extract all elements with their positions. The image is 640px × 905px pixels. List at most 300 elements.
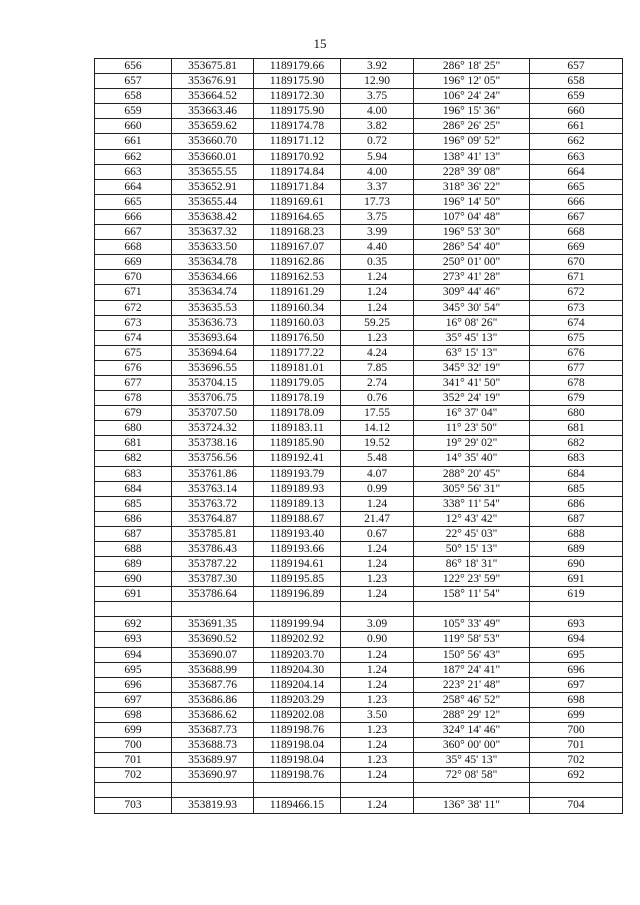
- point-number-cell: 666: [95, 209, 172, 224]
- point-number-cell: 680: [95, 421, 172, 436]
- point-number-cell: 703: [95, 798, 172, 813]
- point-number-cell: 669: [95, 255, 172, 270]
- next-point-cell: 661: [530, 119, 623, 134]
- x-coordinate-cell: 353786.43: [172, 542, 254, 557]
- direction-angle-cell: 16° 37' 04": [414, 406, 530, 421]
- direction-angle-cell: 196° 53' 30": [414, 225, 530, 240]
- x-coordinate-cell: 353763.72: [172, 496, 254, 511]
- x-coordinate-cell: 353664.52: [172, 89, 254, 104]
- next-point-cell: 664: [530, 164, 623, 179]
- table-row: [95, 723, 623, 738]
- table-row: [95, 511, 623, 526]
- table-row: [95, 89, 623, 104]
- distance-cell: 1.23: [341, 572, 414, 587]
- x-coordinate-cell: 353635.53: [172, 300, 254, 315]
- table-row: [95, 557, 623, 572]
- x-coordinate-cell: 353659.62: [172, 119, 254, 134]
- distance-cell: 1.23: [341, 753, 414, 768]
- distance-cell: 1.24: [341, 677, 414, 692]
- next-point-cell: 670: [530, 255, 623, 270]
- direction-angle-cell: 288° 20' 45": [414, 466, 530, 481]
- distance-cell: [341, 783, 414, 798]
- distance-cell: 4.24: [341, 345, 414, 360]
- table-row: [95, 421, 623, 436]
- x-coordinate-cell: 353675.81: [172, 59, 254, 74]
- distance-cell: 1.23: [341, 692, 414, 707]
- point-number-cell: 691: [95, 587, 172, 602]
- next-point-cell: 678: [530, 375, 623, 390]
- direction-angle-cell: 50° 15' 13": [414, 542, 530, 557]
- distance-cell: 5.94: [341, 149, 414, 164]
- y-coordinate-cell: 1189198.76: [254, 723, 341, 738]
- x-coordinate-cell: 353694.64: [172, 345, 254, 360]
- distance-cell: 7.85: [341, 360, 414, 375]
- table-row: [95, 647, 623, 662]
- x-coordinate-cell: 353786.64: [172, 587, 254, 602]
- y-coordinate-cell: 1189181.01: [254, 360, 341, 375]
- next-point-cell: 702: [530, 753, 623, 768]
- direction-angle-cell: 14° 35' 40": [414, 451, 530, 466]
- point-number-cell: 676: [95, 360, 172, 375]
- direction-angle-cell: 35° 45' 13": [414, 753, 530, 768]
- distance-cell: 1.24: [341, 768, 414, 783]
- y-coordinate-cell: 1189196.89: [254, 587, 341, 602]
- direction-angle-cell: 352° 24' 19": [414, 391, 530, 406]
- x-coordinate-cell: 353688.73: [172, 738, 254, 753]
- direction-angle-cell: 345° 30' 54": [414, 300, 530, 315]
- x-coordinate-cell: 353787.30: [172, 572, 254, 587]
- direction-angle-cell: 122° 23' 59": [414, 572, 530, 587]
- next-point-cell: 673: [530, 300, 623, 315]
- direction-angle-cell: 286° 54' 40": [414, 240, 530, 255]
- distance-cell: 3.82: [341, 119, 414, 134]
- next-point-cell: 692: [530, 768, 623, 783]
- y-coordinate-cell: 1189194.61: [254, 557, 341, 572]
- point-number-cell: 668: [95, 240, 172, 255]
- direction-angle-cell: 72° 08' 58": [414, 768, 530, 783]
- table-row: [95, 481, 623, 496]
- direction-angle-cell: 286° 26' 25": [414, 119, 530, 134]
- y-coordinate-cell: 1189198.76: [254, 768, 341, 783]
- point-number-cell: 671: [95, 285, 172, 300]
- direction-angle-cell: 63° 15' 13": [414, 345, 530, 360]
- distance-cell: 0.99: [341, 481, 414, 496]
- point-number-cell: 663: [95, 164, 172, 179]
- distance-cell: 1.24: [341, 285, 414, 300]
- table-row: [95, 677, 623, 692]
- y-coordinate-cell: 1189160.03: [254, 315, 341, 330]
- distance-cell: 0.67: [341, 526, 414, 541]
- next-point-cell: 687: [530, 511, 623, 526]
- next-point-cell: 684: [530, 466, 623, 481]
- x-coordinate-cell: 353686.62: [172, 707, 254, 722]
- point-number-cell: 656: [95, 59, 172, 74]
- y-coordinate-cell: 1189198.04: [254, 738, 341, 753]
- y-coordinate-cell: 1189185.90: [254, 436, 341, 451]
- table-row: [95, 330, 623, 345]
- point-number-cell: 701: [95, 753, 172, 768]
- x-coordinate-cell: 353724.32: [172, 421, 254, 436]
- point-number-cell: 702: [95, 768, 172, 783]
- point-number-cell: 690: [95, 572, 172, 587]
- direction-angle-cell: 309° 44' 46": [414, 285, 530, 300]
- next-point-cell: 660: [530, 104, 623, 119]
- point-number-cell: 684: [95, 481, 172, 496]
- distance-cell: 3.09: [341, 617, 414, 632]
- point-number-cell: 674: [95, 330, 172, 345]
- distance-cell: 1.24: [341, 587, 414, 602]
- x-coordinate-cell: 353763.14: [172, 481, 254, 496]
- y-coordinate-cell: 1189203.29: [254, 692, 341, 707]
- distance-cell: 3.37: [341, 179, 414, 194]
- distance-cell: 19.52: [341, 436, 414, 451]
- y-coordinate-cell: 1189204.14: [254, 677, 341, 692]
- distance-cell: 1.23: [341, 330, 414, 345]
- x-coordinate-cell: 353696.55: [172, 360, 254, 375]
- x-coordinate-cell: 353706.75: [172, 391, 254, 406]
- distance-cell: 3.92: [341, 59, 414, 74]
- distance-cell: 21.47: [341, 511, 414, 526]
- distance-cell: 1.24: [341, 798, 414, 813]
- direction-angle-cell: 196° 12' 05": [414, 74, 530, 89]
- table-row: [95, 753, 623, 768]
- table-row: [95, 526, 623, 541]
- next-point-cell: 675: [530, 330, 623, 345]
- table-row: [95, 59, 623, 74]
- direction-angle-cell: 11° 23' 50": [414, 421, 530, 436]
- direction-angle-cell: 228° 39' 08": [414, 164, 530, 179]
- point-number-cell: 685: [95, 496, 172, 511]
- point-number-cell: 687: [95, 526, 172, 541]
- x-coordinate-cell: 353690.07: [172, 647, 254, 662]
- distance-cell: 12.90: [341, 74, 414, 89]
- distance-cell: 17.55: [341, 406, 414, 421]
- y-coordinate-cell: [254, 602, 341, 617]
- point-number-cell: 695: [95, 662, 172, 677]
- table-row: [95, 496, 623, 511]
- point-number-cell: 662: [95, 149, 172, 164]
- point-number-cell: 660: [95, 119, 172, 134]
- direction-angle-cell: 12° 43' 42": [414, 511, 530, 526]
- coordinates-table: [94, 58, 623, 814]
- table-row: [95, 542, 623, 557]
- point-number-cell: 678: [95, 391, 172, 406]
- blank-separator-row: [95, 602, 623, 617]
- coordinates-table-body: [95, 59, 623, 814]
- y-coordinate-cell: 1189179.66: [254, 59, 341, 74]
- point-number-cell: 696: [95, 677, 172, 692]
- y-coordinate-cell: 1189169.61: [254, 194, 341, 209]
- direction-angle-cell: 107° 04' 48": [414, 209, 530, 224]
- next-point-cell: 689: [530, 542, 623, 557]
- y-coordinate-cell: 1189204.30: [254, 662, 341, 677]
- next-point-cell: 688: [530, 526, 623, 541]
- point-number-cell: 697: [95, 692, 172, 707]
- point-number-cell: 681: [95, 436, 172, 451]
- x-coordinate-cell: 353633.50: [172, 240, 254, 255]
- point-number-cell: 675: [95, 345, 172, 360]
- y-coordinate-cell: 1189160.34: [254, 300, 341, 315]
- y-coordinate-cell: 1189188.67: [254, 511, 341, 526]
- y-coordinate-cell: 1189189.13: [254, 496, 341, 511]
- y-coordinate-cell: 1189168.23: [254, 225, 341, 240]
- y-coordinate-cell: 1189193.40: [254, 526, 341, 541]
- next-point-cell: 691: [530, 572, 623, 587]
- direction-angle-cell: 196° 15' 36": [414, 104, 530, 119]
- table-row: [95, 255, 623, 270]
- distance-cell: 0.76: [341, 391, 414, 406]
- table-row: [95, 707, 623, 722]
- next-point-cell: [530, 602, 623, 617]
- direction-angle-cell: 136° 38' 11": [414, 798, 530, 813]
- next-point-cell: 695: [530, 647, 623, 662]
- next-point-cell: 677: [530, 360, 623, 375]
- y-coordinate-cell: 1189178.09: [254, 406, 341, 421]
- x-coordinate-cell: 353652.91: [172, 179, 254, 194]
- point-number-cell: 672: [95, 300, 172, 315]
- point-number-cell: 688: [95, 542, 172, 557]
- table-row: [95, 225, 623, 240]
- next-point-cell: 699: [530, 707, 623, 722]
- next-point-cell: 676: [530, 345, 623, 360]
- table-row: [95, 587, 623, 602]
- table-row: [95, 466, 623, 481]
- next-point-cell: 696: [530, 662, 623, 677]
- x-coordinate-cell: 353689.97: [172, 753, 254, 768]
- table-row: [95, 738, 623, 753]
- x-coordinate-cell: [172, 783, 254, 798]
- distance-cell: 1.24: [341, 496, 414, 511]
- table-row: [95, 617, 623, 632]
- page-number: 15: [313, 36, 327, 51]
- direction-angle-cell: 196° 09' 52": [414, 134, 530, 149]
- table-row: [95, 270, 623, 285]
- next-point-cell: 700: [530, 723, 623, 738]
- table-row: [95, 692, 623, 707]
- direction-angle-cell: 258° 46' 52": [414, 692, 530, 707]
- next-point-cell: 704: [530, 798, 623, 813]
- x-coordinate-cell: 353660.70: [172, 134, 254, 149]
- x-coordinate-cell: 353688.99: [172, 662, 254, 677]
- distance-cell: 1.24: [341, 647, 414, 662]
- next-point-cell: 683: [530, 451, 623, 466]
- y-coordinate-cell: 1189193.66: [254, 542, 341, 557]
- x-coordinate-cell: 353764.87: [172, 511, 254, 526]
- point-number-cell: 700: [95, 738, 172, 753]
- x-coordinate-cell: [172, 602, 254, 617]
- direction-angle-cell: 106° 24' 24": [414, 89, 530, 104]
- x-coordinate-cell: 353634.74: [172, 285, 254, 300]
- x-coordinate-cell: 353690.97: [172, 768, 254, 783]
- distance-cell: 1.24: [341, 738, 414, 753]
- x-coordinate-cell: 353637.32: [172, 225, 254, 240]
- table-row: [95, 406, 623, 421]
- x-coordinate-cell: 353634.66: [172, 270, 254, 285]
- y-coordinate-cell: 1189174.84: [254, 164, 341, 179]
- table-row: [95, 209, 623, 224]
- distance-cell: 0.35: [341, 255, 414, 270]
- point-number-cell: 693: [95, 632, 172, 647]
- next-point-cell: 619: [530, 587, 623, 602]
- next-point-cell: 674: [530, 315, 623, 330]
- x-coordinate-cell: 353785.81: [172, 526, 254, 541]
- direction-angle-cell: 19° 29' 02": [414, 436, 530, 451]
- table-row: [95, 104, 623, 119]
- x-coordinate-cell: 353687.76: [172, 677, 254, 692]
- direction-angle-cell: 345° 32' 19": [414, 360, 530, 375]
- point-number-cell: 682: [95, 451, 172, 466]
- distance-cell: 1.24: [341, 662, 414, 677]
- distance-cell: 2.74: [341, 375, 414, 390]
- y-coordinate-cell: 1189175.90: [254, 74, 341, 89]
- direction-angle-cell: 341° 41' 50": [414, 375, 530, 390]
- table-row: [95, 315, 623, 330]
- direction-angle-cell: 86° 18' 31": [414, 557, 530, 572]
- distance-cell: 59.25: [341, 315, 414, 330]
- next-point-cell: 682: [530, 436, 623, 451]
- table-row: [95, 164, 623, 179]
- y-coordinate-cell: 1189172.30: [254, 89, 341, 104]
- next-point-cell: 657: [530, 59, 623, 74]
- direction-angle-cell: 273° 41' 28": [414, 270, 530, 285]
- y-coordinate-cell: 1189171.84: [254, 179, 341, 194]
- direction-angle-cell: [414, 783, 530, 798]
- y-coordinate-cell: 1189183.11: [254, 421, 341, 436]
- x-coordinate-cell: 353690.52: [172, 632, 254, 647]
- direction-angle-cell: 119° 58' 53": [414, 632, 530, 647]
- direction-angle-cell: 250° 01' 00": [414, 255, 530, 270]
- next-point-cell: 690: [530, 557, 623, 572]
- y-coordinate-cell: 1189195.85: [254, 572, 341, 587]
- table-row: [95, 798, 623, 813]
- y-coordinate-cell: 1189178.19: [254, 391, 341, 406]
- next-point-cell: 694: [530, 632, 623, 647]
- distance-cell: 3.75: [341, 209, 414, 224]
- x-coordinate-cell: 353693.64: [172, 330, 254, 345]
- y-coordinate-cell: 1189177.22: [254, 345, 341, 360]
- point-number-cell: 658: [95, 89, 172, 104]
- next-point-cell: 681: [530, 421, 623, 436]
- table-row: [95, 300, 623, 315]
- direction-angle-cell: 22° 45' 03": [414, 526, 530, 541]
- y-coordinate-cell: 1189161.29: [254, 285, 341, 300]
- direction-angle-cell: [414, 602, 530, 617]
- direction-angle-cell: 288° 29' 12": [414, 707, 530, 722]
- point-number-cell: 673: [95, 315, 172, 330]
- direction-angle-cell: 305° 56' 31": [414, 481, 530, 496]
- direction-angle-cell: 196° 14' 50": [414, 194, 530, 209]
- point-number-cell: 683: [95, 466, 172, 481]
- x-coordinate-cell: 353787.22: [172, 557, 254, 572]
- y-coordinate-cell: 1189466.15: [254, 798, 341, 813]
- point-number-cell: 661: [95, 134, 172, 149]
- direction-angle-cell: 223° 21' 48": [414, 677, 530, 692]
- distance-cell: 17.73: [341, 194, 414, 209]
- point-number-cell: 657: [95, 74, 172, 89]
- direction-angle-cell: 360° 00' 00": [414, 738, 530, 753]
- x-coordinate-cell: 353687.73: [172, 723, 254, 738]
- distance-cell: 1.23: [341, 723, 414, 738]
- next-point-cell: 665: [530, 179, 623, 194]
- distance-cell: 0.72: [341, 134, 414, 149]
- table-row: [95, 572, 623, 587]
- y-coordinate-cell: 1189192.41: [254, 451, 341, 466]
- direction-angle-cell: 138° 41' 13": [414, 149, 530, 164]
- next-point-cell: 686: [530, 496, 623, 511]
- x-coordinate-cell: 353738.16: [172, 436, 254, 451]
- distance-cell: 3.75: [341, 89, 414, 104]
- y-coordinate-cell: 1189179.05: [254, 375, 341, 390]
- point-number-cell: [95, 602, 172, 617]
- table-row: [95, 375, 623, 390]
- next-point-cell: 668: [530, 225, 623, 240]
- next-point-cell: 662: [530, 134, 623, 149]
- table-row: [95, 436, 623, 451]
- direction-angle-cell: 35° 45' 13": [414, 330, 530, 345]
- next-point-cell: 697: [530, 677, 623, 692]
- direction-angle-cell: 338° 11' 54": [414, 496, 530, 511]
- next-point-cell: 666: [530, 194, 623, 209]
- x-coordinate-cell: 353663.46: [172, 104, 254, 119]
- direction-angle-cell: 158° 11' 54": [414, 587, 530, 602]
- next-point-cell: 679: [530, 391, 623, 406]
- point-number-cell: 667: [95, 225, 172, 240]
- point-number-cell: 679: [95, 406, 172, 421]
- direction-angle-cell: 105° 33' 49": [414, 617, 530, 632]
- next-point-cell: [530, 783, 623, 798]
- point-number-cell: 677: [95, 375, 172, 390]
- point-number-cell: 686: [95, 511, 172, 526]
- y-coordinate-cell: 1189199.94: [254, 617, 341, 632]
- x-coordinate-cell: 353819.93: [172, 798, 254, 813]
- direction-angle-cell: 286° 18' 25": [414, 59, 530, 74]
- point-number-cell: 699: [95, 723, 172, 738]
- next-point-cell: 672: [530, 285, 623, 300]
- table-row: [95, 345, 623, 360]
- table-row: [95, 149, 623, 164]
- x-coordinate-cell: 353686.86: [172, 692, 254, 707]
- point-number-cell: 664: [95, 179, 172, 194]
- direction-angle-cell: 318° 36' 22": [414, 179, 530, 194]
- x-coordinate-cell: 353761.86: [172, 466, 254, 481]
- distance-cell: 4.00: [341, 104, 414, 119]
- point-number-cell: 698: [95, 707, 172, 722]
- next-point-cell: 663: [530, 149, 623, 164]
- distance-cell: [341, 602, 414, 617]
- distance-cell: 4.40: [341, 240, 414, 255]
- direction-angle-cell: 187° 24' 41": [414, 662, 530, 677]
- table-row: [95, 451, 623, 466]
- point-number-cell: 692: [95, 617, 172, 632]
- next-point-cell: 671: [530, 270, 623, 285]
- next-point-cell: 658: [530, 74, 623, 89]
- table-row: [95, 632, 623, 647]
- distance-cell: 1.24: [341, 300, 414, 315]
- y-coordinate-cell: 1189176.50: [254, 330, 341, 345]
- point-number-cell: 689: [95, 557, 172, 572]
- next-point-cell: 669: [530, 240, 623, 255]
- x-coordinate-cell: 353676.91: [172, 74, 254, 89]
- table-row: [95, 662, 623, 677]
- y-coordinate-cell: [254, 783, 341, 798]
- point-number-cell: 694: [95, 647, 172, 662]
- point-number-cell: 665: [95, 194, 172, 209]
- x-coordinate-cell: 353756.56: [172, 451, 254, 466]
- next-point-cell: 693: [530, 617, 623, 632]
- x-coordinate-cell: 353660.01: [172, 149, 254, 164]
- y-coordinate-cell: 1189189.93: [254, 481, 341, 496]
- table-row: [95, 194, 623, 209]
